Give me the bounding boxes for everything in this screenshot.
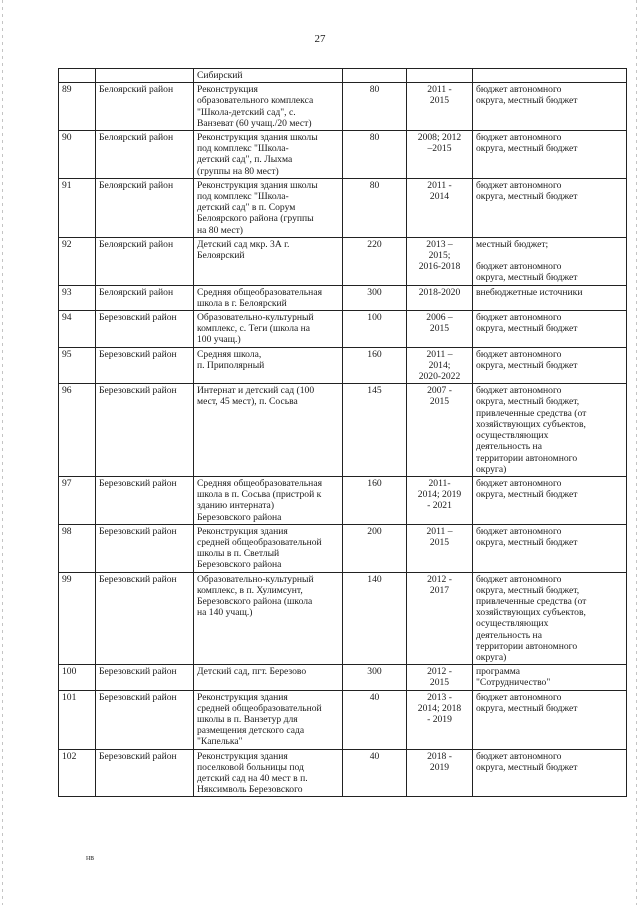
district-cell: Березовский район [96,665,194,690]
row-number: 90 [59,131,96,179]
table-row [59,749,627,797]
funding-cell: бюджет автономного округа, местный бюджет [473,749,627,797]
district-cell: Березовский район [96,347,194,384]
years-cell: 2018 - 2019 [407,749,473,797]
object-cell: Реконструкция здания поселковой больницы под детский сад на 40 мест в п. Няксимволь Березовского [194,749,343,797]
object-table [58,68,627,797]
row-number: 99 [59,572,96,665]
row-number: 97 [59,476,96,524]
years-cell: 2013 - 2014; 2018 - 2019 [407,690,473,749]
capacity-cell: 80 [343,83,407,131]
years-cell: 2012 - 2017 [407,572,473,665]
funding-cell: бюджет автономного округа, местный бюджет, привлеченные средства (от хозяйствующих субъектов, осуществляющих деятельность на территории автономного округа) [473,572,627,665]
table-row [59,476,627,524]
object-cell: Сибирский [194,69,343,83]
object-cell: Средняя общеобразовательная школа в п. Сосьва (пристрой к зданию интерната) Березовского района [194,476,343,524]
years-cell: 2006 – 2015 [407,311,473,348]
row-number: 100 [59,665,96,690]
funding-cell: бюджет автономного округа, местный бюджет [473,690,627,749]
district-cell: Белоярский район [96,285,194,310]
capacity-cell: 80 [343,131,407,179]
district-cell [96,69,194,83]
row-number [59,69,96,83]
funding-cell: бюджет автономного округа, местный бюджет [473,347,627,384]
funding-cell: бюджет автономного округа, местный бюджет, привлеченные средства (от хозяйствующих субъектов, осуществляющих деятельность на территории автономного округа) [473,384,627,477]
footer-mark: нв [86,853,95,862]
row-number: 101 [59,690,96,749]
capacity-cell: 145 [343,384,407,477]
funding-cell: бюджет автономного округа, местный бюджет [473,476,627,524]
capacity-cell: 80 [343,178,407,237]
table-row [59,285,627,310]
object-cell: Реконструкция здания средней общеобразовательной школы в п. Ванзетур для размещения детского сада "Капелька" [194,690,343,749]
object-cell: Средняя школа, п. Приполярный [194,347,343,384]
capacity-cell: 160 [343,476,407,524]
table-row [59,83,627,131]
scan-edge-right [636,0,637,905]
capacity-cell: 200 [343,524,407,572]
years-cell: 2008; 2012 –2015 [407,131,473,179]
row-number: 95 [59,347,96,384]
capacity-cell: 220 [343,237,407,285]
funding-cell: бюджет автономного округа, местный бюджет [473,524,627,572]
capacity-cell: 140 [343,572,407,665]
capacity-cell: 40 [343,690,407,749]
district-cell: Березовский район [96,384,194,477]
funding-cell: бюджет автономного округа, местный бюджет [473,131,627,179]
years-cell: 2007 - 2015 [407,384,473,477]
object-cell: Реконструкция здания школы под комплекс "Школа- детский сад", п. Лыхма (группы на 80 мест) [194,131,343,179]
capacity-cell: 100 [343,311,407,348]
object-cell: Образовательно-культурный комплекс, с. Теги (школа на 100 учащ.) [194,311,343,348]
table-row [59,178,627,237]
district-cell: Белоярский район [96,237,194,285]
years-cell: 2011 – 2015 [407,524,473,572]
row-number: 92 [59,237,96,285]
funding-cell: программа "Сотрудничество" [473,665,627,690]
district-cell: Березовский район [96,749,194,797]
years-cell: 2011 – 2014; 2020-2022 [407,347,473,384]
table-row [59,572,627,665]
object-cell: Средняя общеобразовательная школа в г. Белоярский [194,285,343,310]
funding-cell: местный бюджет; бюджет автономного округа, местный бюджет [473,237,627,285]
years-cell: 2018-2020 [407,285,473,310]
district-cell: Белоярский район [96,178,194,237]
funding-cell: внебюджетные источники [473,285,627,310]
years-cell: 2011 - 2015 [407,83,473,131]
capacity-cell [343,69,407,83]
scan-edge-left [2,0,3,905]
row-number: 89 [59,83,96,131]
table-row [59,347,627,384]
object-cell: Интернат и детский сад (100 мест, 45 мест), п. Сосьва [194,384,343,477]
table-row [59,690,627,749]
funding-cell: бюджет автономного округа, местный бюджет [473,311,627,348]
object-cell: Образовательно-культурный комплекс, в п. Хулимсунт, Березовского района (школа на 140 учащ.) [194,572,343,665]
years-cell: 2013 – 2015; 2016-2018 [407,237,473,285]
table-row [59,237,627,285]
object-cell: Детский сад мкр. 3А г. Белоярский [194,237,343,285]
table-row [59,524,627,572]
page-number: 27 [314,33,326,45]
years-cell: 2012 - 2015 [407,665,473,690]
years-cell [407,69,473,83]
row-number: 102 [59,749,96,797]
district-cell: Березовский район [96,524,194,572]
capacity-cell: 160 [343,347,407,384]
row-number: 91 [59,178,96,237]
row-number: 93 [59,285,96,310]
funding-cell: бюджет автономного округа, местный бюджет [473,178,627,237]
table-row [59,69,627,83]
row-number: 98 [59,524,96,572]
funding-cell: бюджет автономного округа, местный бюджет [473,83,627,131]
object-cell: Реконструкция здания средней общеобразовательной школы в п. Светлый Березовского района [194,524,343,572]
capacity-cell: 300 [343,665,407,690]
table-row [59,311,627,348]
row-number: 94 [59,311,96,348]
district-cell: Белоярский район [96,131,194,179]
years-cell: 2011 - 2014 [407,178,473,237]
table-body [59,69,627,797]
table-row [59,131,627,179]
capacity-cell: 40 [343,749,407,797]
district-cell: Березовский район [96,311,194,348]
capacity-cell: 300 [343,285,407,310]
row-number: 96 [59,384,96,477]
table-row [59,665,627,690]
object-cell: Реконструкция здания школы под комплекс "Школа- детский сад" в п. Сорум Белоярского района (группы на 80 мест) [194,178,343,237]
district-cell: Белоярский район [96,83,194,131]
district-cell: Березовский район [96,690,194,749]
table-row [59,384,627,477]
district-cell: Березовский район [96,572,194,665]
years-cell: 2011- 2014; 2019 - 2021 [407,476,473,524]
object-cell: Детский сад, пгт. Березово [194,665,343,690]
object-cell: Реконструкция образовательного комплекса "Школа-детский сад", с. Ванзеват (60 учащ./20 мест) [194,83,343,131]
funding-cell [473,69,627,83]
district-cell: Березовский район [96,476,194,524]
